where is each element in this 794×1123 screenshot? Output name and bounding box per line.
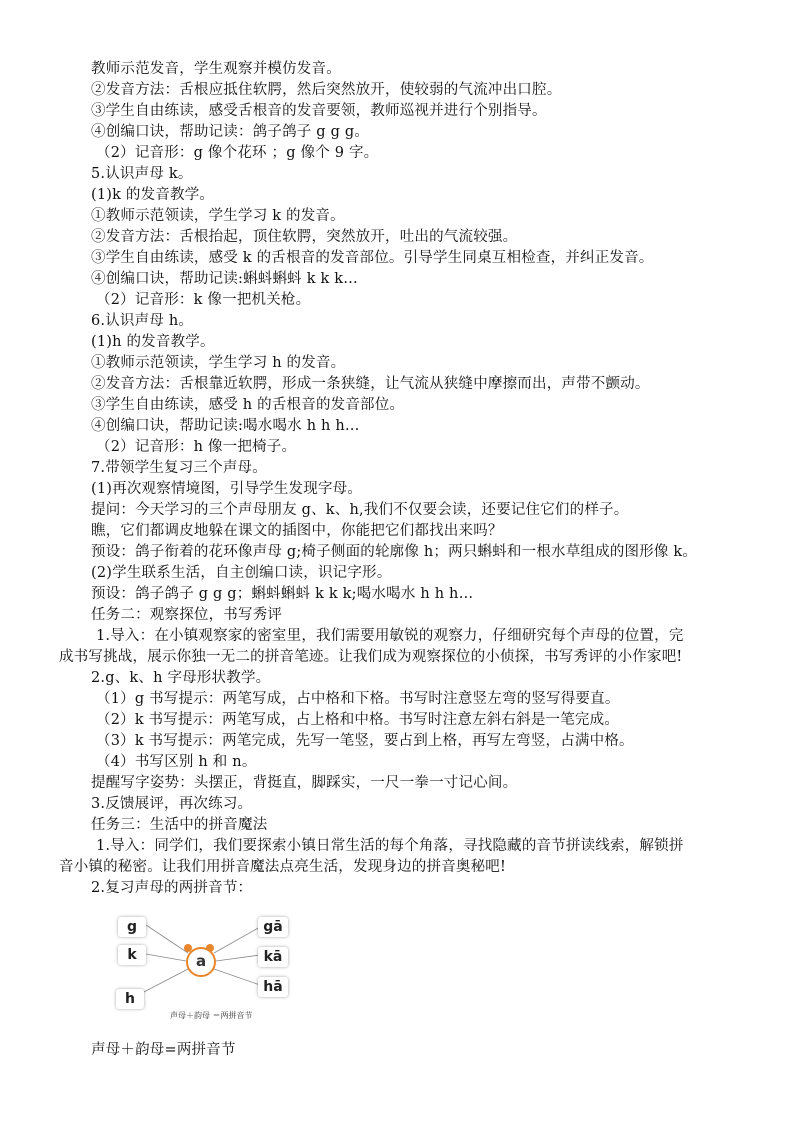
text-line: （2）记音形：g 像个花环 ；g 像个 9 字。 xyxy=(96,145,379,161)
text-line: （1）g 书写提示：两笔写成，占中格和下格。书写时注意竖左弯的竖写得要直。 xyxy=(96,691,620,707)
diagram-caption: 声母＋韵母 ＝两拼音节 xyxy=(170,1011,253,1020)
text-line: ④创编口诀，帮助记读：鸽子鸽子 g g g。 xyxy=(91,124,370,140)
text-line: 预设：鸽子鸽子 g g g；蝌蚪蝌蚪 k k k;喝水喝水 h h h… xyxy=(91,586,474,602)
text-line: 1.导入：同学们，我们要探索小镇日常生活的每个角落，寻找隐藏的音节拼读线索，解锁拼 xyxy=(96,838,684,854)
text-line: 预设：鸽子衔着的花环像声母 g;椅子侧面的轮廓像 h；两只蝌蚪和一根水草组成的图形像 k。 xyxy=(91,544,698,560)
text-line: ②发音方法：舌根抬起，顶住软腭，突然放开，吐出的气流较强。 xyxy=(91,229,518,245)
text-line: （2）记音形：k 像一把机关枪。 xyxy=(96,292,311,308)
text-line: ④创编口诀，帮助记读:蝌蚪蝌蚪 k k k… xyxy=(91,271,358,287)
text-line: （4）书写区别 h 和 n。 xyxy=(96,754,257,770)
initial-box-g: g xyxy=(118,917,146,937)
syllable-box-ka: kā xyxy=(258,947,288,967)
text-line: 教师示范发音，学生观察并模仿发音。 xyxy=(91,61,341,77)
initial-box-h: h xyxy=(116,989,144,1009)
text-line: 瞧，它们都调皮地躲在课文的插图中，你能把它们都找出来吗？ xyxy=(91,523,503,539)
text-line: 2.g、k、h 字母形状教学。 xyxy=(91,670,271,686)
text-line: 音小镇的秘密。让我们用拼音魔法点亮生活，发现身边的拼音奥秘吧! xyxy=(59,859,507,875)
connector-line xyxy=(146,925,188,953)
connector-line xyxy=(216,955,260,961)
task-heading: 任务二：观察探位，书写秀评 xyxy=(91,607,283,623)
text-line: ③学生自由练读，感受 k 的舌根音的发音部位。引导学生同桌互相检查，并纠正发音。 xyxy=(91,250,654,266)
text-line: (1)k 的发音教学。 xyxy=(91,187,215,203)
syllable-box-ha: hā xyxy=(258,977,288,997)
syllable-diagram xyxy=(108,905,308,1030)
final-circle-a: a xyxy=(186,947,216,977)
text-line: ④创编口诀，帮助记读:喝水喝水 h h h… xyxy=(91,418,360,434)
text-line: ③学生自由练读，感受舌根音的发音要领，教师巡视并进行个别指导。 xyxy=(91,103,547,119)
text-line: （2）记音形：h 像一把椅子。 xyxy=(96,439,297,455)
text-line: (2)学生联系生活，自主创编口读，识记字形。 xyxy=(91,565,392,581)
text-line: ③学生自由练读，感受 h 的舌根音的发音部位。 xyxy=(91,397,405,413)
text-line: 3.反馈展评，再次练习。 xyxy=(91,796,253,812)
task-heading: 任务三：生活中的拼音魔法 xyxy=(91,817,268,833)
text-line: (1)再次观察情境图，引导学生发现字母。 xyxy=(91,481,363,497)
bottom-caption: 声母＋韵母=两拼音节 xyxy=(91,1042,236,1058)
connector-line xyxy=(142,969,188,993)
text-line: ②发音方法：舌根靠近软腭，形成一条狭缝，让气流从狭缝中摩擦而出，声带不颤动。 xyxy=(91,376,650,392)
section-heading: 6.认识声母 h。 xyxy=(91,313,194,329)
text-line: 提问：今天学习的三个声母朋友 g、k、h,我们不仅要会读，还要记住它们的样子。 xyxy=(91,502,629,518)
text-line: （2）k 书写提示：两笔写成，占上格和中格。书写时注意左斜右斜是一笔完成。 xyxy=(96,712,620,728)
connector-line xyxy=(214,927,260,953)
connector-line xyxy=(214,969,260,985)
text-line: 提醒写字姿势：头摆正，背挺直，脚踩实，一尺一拳一寸记心间。 xyxy=(91,775,518,791)
text-line: 2.复习声母的两拼音节： xyxy=(91,880,253,896)
text-line: （3）k 书写提示：两笔完成，先写一笔竖，要占到上格，再写左弯竖，占满中格。 xyxy=(96,733,634,749)
text-line: (1)h 的发音教学。 xyxy=(91,334,215,350)
text-line: 成书写挑战，展示你独一无二的拼音笔迹。让我们成为观察探位的小侦探，书写秀评的小作家吧! xyxy=(59,649,683,665)
text-line: ①教师示范领读，学生学习 k 的发音。 xyxy=(91,208,345,224)
section-heading: 5.认识声母 k。 xyxy=(91,166,193,182)
connector-line xyxy=(146,954,186,961)
text-line: ①教师示范领读，学生学习 h 的发音。 xyxy=(91,355,346,371)
initial-box-k: k xyxy=(118,945,146,965)
section-heading: 7.带领学生复习三个声母。 xyxy=(91,460,267,476)
syllable-box-ga: gā xyxy=(258,917,288,937)
text-line: ②发音方法：舌根应抵住软腭，然后突然放开，使较弱的气流冲出口腔。 xyxy=(91,82,562,98)
text-line: 1.导入：在小镇观察家的密室里，我们需要用敏锐的观察力，仔细研究每个声母的位置，完 xyxy=(96,628,684,644)
